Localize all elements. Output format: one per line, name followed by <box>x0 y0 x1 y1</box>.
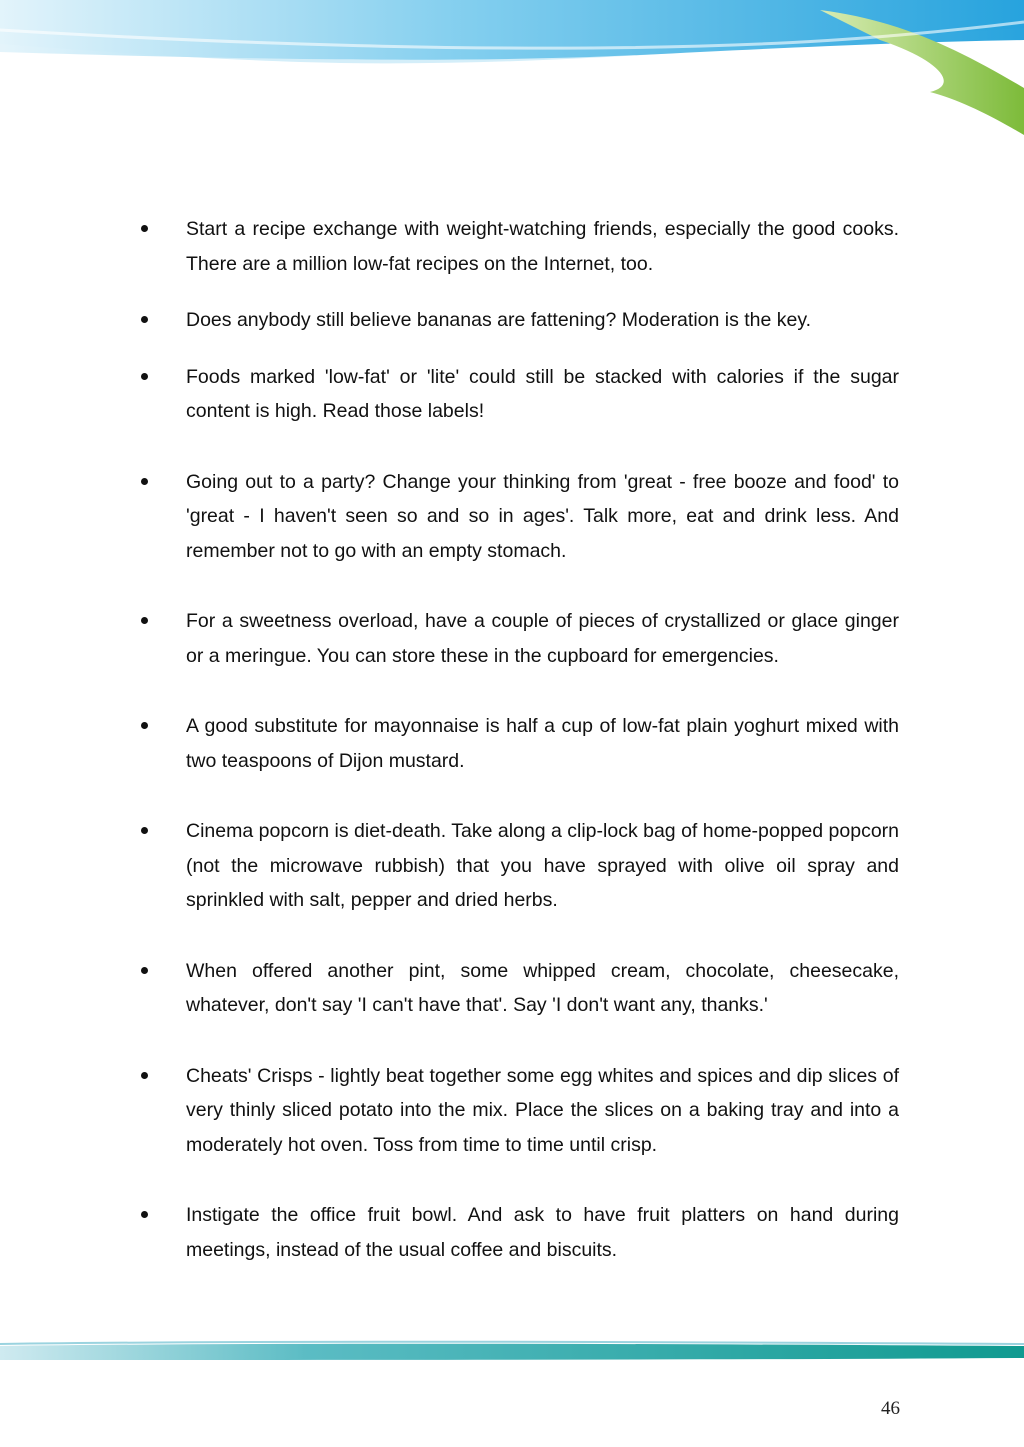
bullet-text: Cinema popcorn is diet-death. Take along a clip-lock bag of home-popped popcorn (not the microwave rubbish) that you have sprayed with olive oil spray and sprinkled with salt, pepper and dried herbs. <box>186 820 899 911</box>
bullet-text: Foods marked 'low-fat' or 'lite' could still be stacked with calories if the sugar content is high. Read those labels! <box>186 365 899 422</box>
header-wave-banner <box>0 0 1024 140</box>
list-item <box>0 303 1024 338</box>
bullet-icon <box>141 827 148 834</box>
bullet-text: Start a recipe exchange with weight-watching friends, especially the good cooks. There are a million low-fat recipes on the Internet, too. <box>186 218 899 275</box>
bullet-icon <box>141 617 148 624</box>
list-item <box>0 1059 1024 1163</box>
bullet-text: Going out to a party? Change your thinking from 'great - free booze and food' to 'great - I haven't seen so and so in ages'. Talk more, eat and drink less. And remember not to go with an empty stomach. <box>186 470 899 562</box>
bullet-text: For a sweetness overload, have a couple of pieces of crystallized or glace ginger or a meringue. You can store these in the cupboard for emergencies. <box>186 610 899 667</box>
bullet-icon <box>141 478 148 485</box>
bullet-icon <box>141 373 148 380</box>
bullet-icon <box>141 1211 148 1218</box>
list-item <box>0 212 1024 281</box>
list-item <box>0 465 1024 569</box>
bullet-icon <box>141 316 148 323</box>
list-item <box>0 954 1024 1023</box>
page-number: 46 <box>881 1398 900 1419</box>
bullet-text: When offered another pint, some whipped cream, chocolate, cheesecake, whatever, don't say 'I can't have that'. Say 'I don't want any, thanks.' <box>186 959 899 1016</box>
list-item <box>0 814 1024 918</box>
list-item <box>0 1198 1024 1267</box>
bullet-text: A good substitute for mayonnaise is half a cup of low-fat plain yoghurt mixed with two teaspoons of Dijon mustard. <box>186 715 899 772</box>
tips-bullet-list <box>0 212 1024 1303</box>
bullet-text: Does anybody still believe bananas are fattening? Moderation is the key. <box>186 309 812 331</box>
bullet-icon <box>141 722 148 729</box>
bullet-icon <box>141 225 148 232</box>
list-item <box>0 709 1024 778</box>
bullet-text: Instigate the office fruit bowl. And ask to have fruit platters on hand during meetings, instead of the usual coffee and biscuits. <box>186 1204 899 1261</box>
list-item <box>0 360 1024 429</box>
bullet-text: Cheats' Crisps - lightly beat together some egg whites and spices and dip slices of very thinly sliced potato into the mix. Place the slices on a baking tray and into a moderately hot oven. Toss from time to time until crisp. <box>186 1064 899 1156</box>
list-item <box>0 604 1024 673</box>
bullet-icon <box>141 967 148 974</box>
bullet-icon <box>141 1072 148 1079</box>
footer-band <box>0 1338 1024 1368</box>
